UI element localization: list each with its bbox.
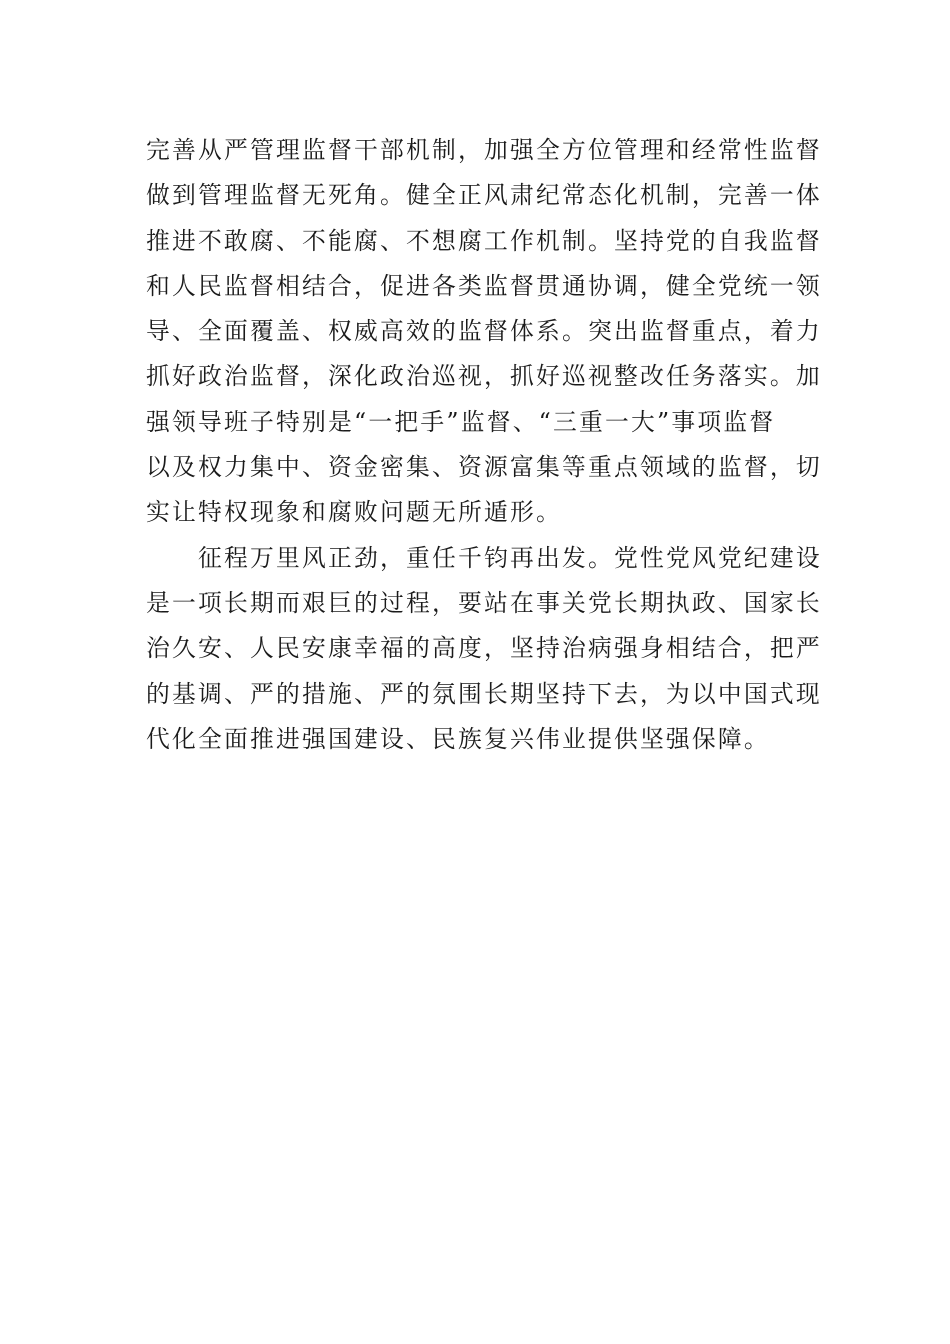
paragraph-line: 导、全面覆盖、权威高效的监督体系。突出监督重点，着力 [146, 317, 822, 346]
paragraph-line: 以及权力集中、资金密集、资源富集等重点领域的监督，切 [146, 453, 822, 482]
paragraph-line: 完善从严管理监督干部机制，加强全方位管理和经常性监督 [146, 136, 822, 164]
paragraph-line: 抓好政治监督，深化政治巡视，抓好巡视整改任务落实。加 [146, 362, 822, 391]
paragraph-line: 和人民监督相结合，促进各类监督贯通协调，健全党统一领 [146, 271, 822, 300]
paragraph-line: 实让特权现象和腐败问题无所遁形。 [146, 498, 562, 527]
paragraph-line: 做到管理监督无死角。健全正风肃纪常态化机制，完善一体 [146, 181, 822, 210]
paragraph-line: 治久安、人民安康幸福的高度，坚持治病强身相结合，把严 [146, 634, 822, 663]
paragraph-1 [146, 128, 822, 536]
paragraph-2 [146, 536, 822, 762]
paragraph-line: 推进不敢腐、不能腐、不想腐工作机制。坚持党的自我监督 [146, 226, 822, 255]
paragraph-line: 的基调、严的措施、严的氛围长期坚持下去，为以中国式现 [146, 679, 822, 708]
paragraph-line: 强领导班子特别是“一把手”监督、“三重一大”事项监督 [146, 407, 776, 436]
paragraph-line: 征程万里风正劲，重任千钧再出发。党性党风党纪建设 [198, 543, 822, 572]
paragraph-line: 代化全面推进强国建设、民族复兴伟业提供坚强保障。 [146, 724, 770, 753]
paragraph-line: 是一项长期而艰巨的过程，要站在事关党长期执政、国家长 [146, 588, 822, 617]
body-text [146, 128, 822, 762]
